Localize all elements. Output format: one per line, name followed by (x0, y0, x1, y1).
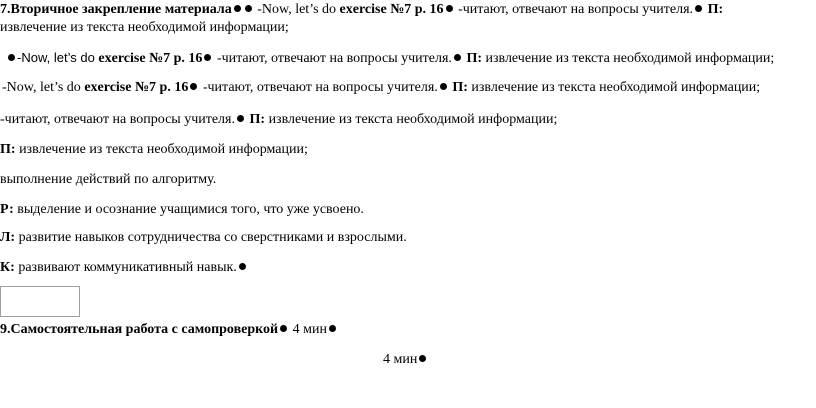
empty-cell-box (0, 286, 80, 317)
text: извлечение из текста необходимой информации; (268, 112, 558, 127)
duration: 4 мин (292, 322, 327, 337)
line-12 (383, 352, 428, 368)
bullet-icon (280, 325, 287, 332)
text: -Now, let’s do (257, 2, 340, 17)
exercise-ref: exercise №7 р. 16 (84, 80, 189, 95)
text: развивают коммуникативный навык. (18, 260, 237, 275)
label: П: (249, 112, 266, 127)
bullet-icon (446, 5, 453, 12)
text: -читают, отвечают на вопросы учителя. (0, 112, 235, 127)
duration: 4 мин (383, 352, 418, 367)
line-5 (0, 112, 557, 128)
text: развитие навыков сотрудничества со сверстниками и взрослыми. (18, 230, 407, 245)
exercise-ref: exercise №7 р. 16 (98, 51, 203, 66)
bullet-icon (190, 83, 197, 90)
text: -читают, отвечают на вопросы учителя. (202, 80, 438, 95)
text: извлечение из текста необходимой информации; (471, 80, 761, 95)
bullet-icon (234, 5, 241, 12)
line-2 (0, 20, 289, 36)
label: Р: (0, 202, 14, 217)
text: выполнение действий по алгоритму. (0, 172, 217, 187)
bullet-icon (8, 54, 15, 61)
bullet-icon (245, 5, 252, 12)
text: -Now, let’s do (17, 50, 99, 65)
line-6 (0, 142, 308, 158)
line-9 (0, 230, 407, 246)
text: -Now, let’s do (2, 80, 85, 95)
label: К: (0, 260, 15, 275)
bullet-icon (695, 5, 702, 12)
text: извлечение из текста необходимой информации; (0, 20, 289, 35)
text: -читают, отвечают на вопросы учителя. (216, 51, 452, 66)
bullet-icon (419, 355, 426, 362)
label: П: (707, 2, 724, 17)
section-7-heading: 7.Вторичное закрепление материала (0, 2, 232, 17)
bullet-icon (440, 83, 447, 90)
bullet-icon (237, 115, 244, 122)
label: Л: (0, 230, 16, 245)
exercise-ref: exercise №7 р. 16 (339, 2, 444, 17)
line-1 (0, 2, 723, 18)
text: извлечение из текста необходимой информации; (485, 51, 775, 66)
text: извлечение из текста необходимой информации; (19, 142, 308, 157)
line-3 (6, 50, 774, 67)
line-10 (0, 260, 248, 276)
line-7 (0, 172, 216, 188)
line-11 (0, 322, 338, 338)
section-9-heading: 9.Самостоятельная работа с самопроверкой (0, 322, 279, 337)
line-4 (2, 80, 760, 96)
label: П: (0, 142, 16, 157)
line-8 (0, 202, 364, 218)
bullet-icon (454, 54, 461, 61)
label: П: (466, 51, 482, 66)
text: выделение и осознание учащимися того, что уже усвоено. (17, 202, 364, 217)
bullet-icon (204, 54, 211, 61)
text: -читают, отвечают на вопросы учителя. (458, 2, 694, 17)
bullet-icon (239, 263, 246, 270)
bullet-icon (329, 325, 336, 332)
label: П: (452, 80, 468, 95)
